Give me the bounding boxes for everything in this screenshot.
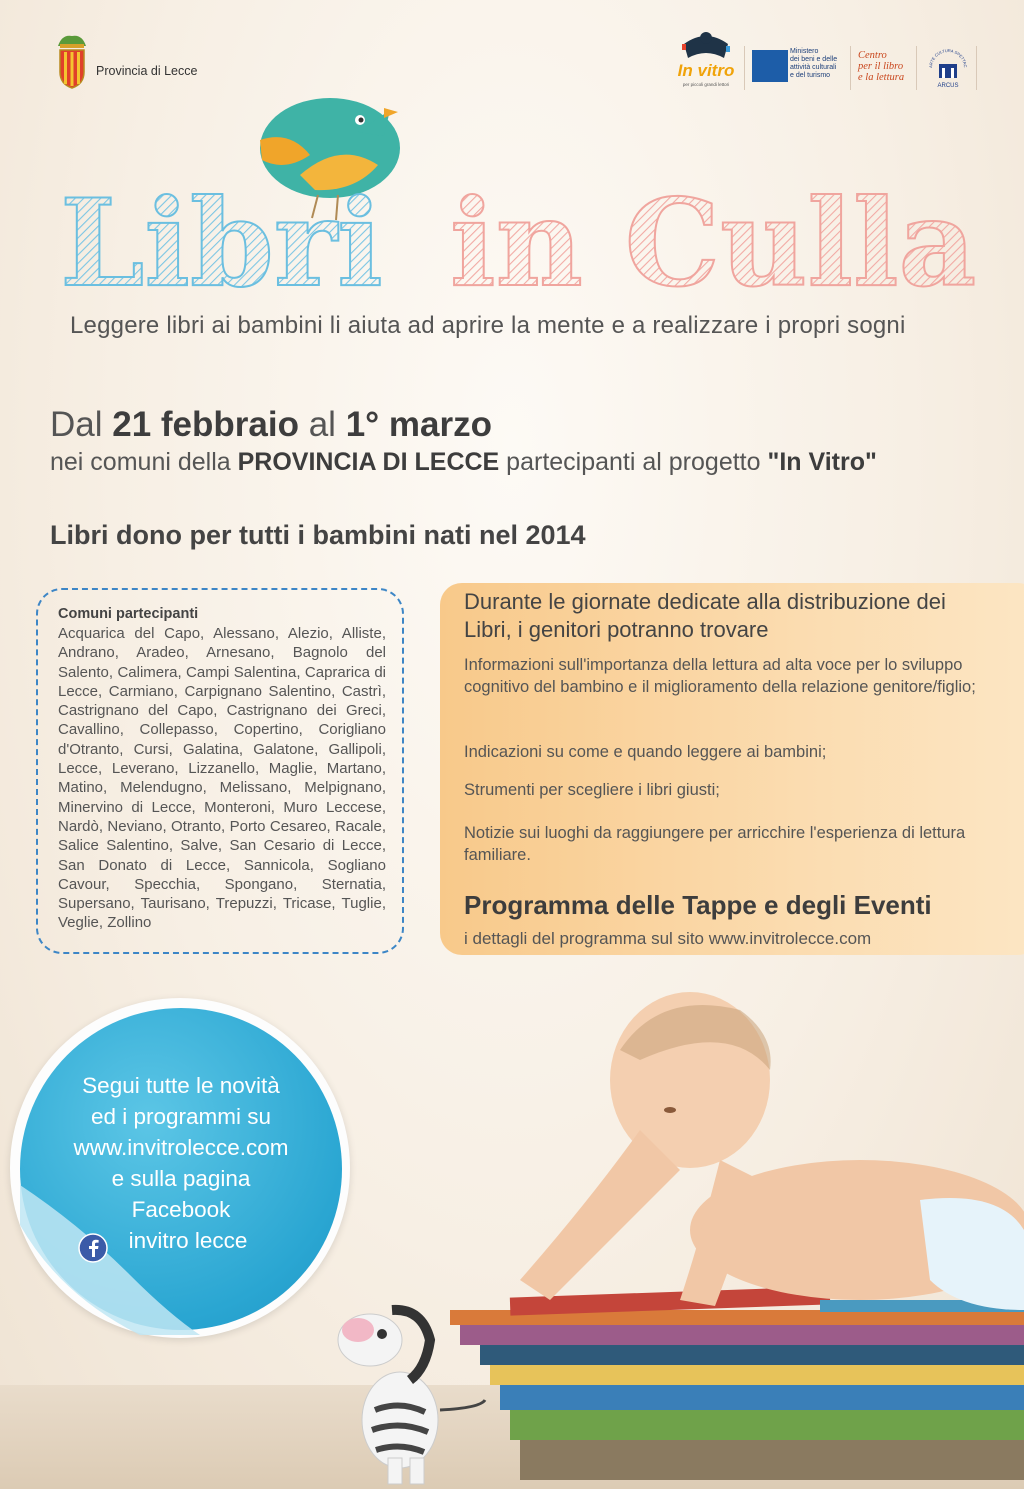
dates-mid: al xyxy=(298,405,346,444)
info-title: Durante le giornate dedicate alla distribuzione dei Libri, i genitori potranno trovare xyxy=(464,589,946,642)
ministry-line: e del turismo xyxy=(790,72,831,79)
baby-figure xyxy=(520,992,1024,1310)
facebook-icon[interactable] xyxy=(78,1233,108,1263)
province-bold: PROVINCIA DI LECCE xyxy=(237,448,500,476)
info-item: Notizie sui luoghi da raggiungere per arricchire l'esperienza di lettura familiare. xyxy=(464,824,966,864)
centro-line: e la lettura xyxy=(858,72,905,83)
comuni-title: Comuni partecipanti xyxy=(58,606,199,622)
project-name: "In Vitro" xyxy=(767,448,877,476)
invitro-tagline: per piccoli grandi lettori xyxy=(682,82,730,87)
centro-line: per il libro xyxy=(858,61,904,72)
date-from: 21 febbraio xyxy=(112,405,299,444)
title-part2: in Culla xyxy=(450,173,977,310)
arcus-arc-text: ARTE CULTURA SPETTAC xyxy=(927,47,969,69)
comuni-list: Acquarica del Capo, Alessano, Alezio, Alliste, Andrano, Aradeo, Arnesano, Bagnolo del Salento, Calimera, Campi Salentina, Caprarica di Lecce, Carmiano, Carpignano Salentino, Castrì, Castrignano del Capo, Castrignano dei Greci, Cavallino, Collepasso, Copertino, Corigliano d'Otranto, Cursi, Galatina, Galatone, Gallipoli, Lecce, Leverano, Lizzanello, Maglie, Martano, Matino, Melendugno, Melissano, Melpignano, Minervino di Lecce, Monteroni, Muro Leccese, Nardò, Neviano, Otranto, Porto Cesareo, Racale, Salice Salentino, Salve, San Cesario di Lecce, San Donato di Lecce, Sannicola, Sogliano Cavour, Specchia, Spongano, Sternatia, Supersano, Taurisano, Trepuzzi, Tricase, Tuglie, Veglie, Zollino xyxy=(58,625,386,932)
dates-line xyxy=(50,405,492,445)
title-artwork xyxy=(40,80,1020,310)
bubble-website-link[interactable]: www.invitrolecce.com xyxy=(73,1135,289,1160)
program-link[interactable]: i dettagli del programma sul sito www.invitrolecce.com xyxy=(464,929,872,948)
bubble-line: ed i programmi su xyxy=(90,1104,272,1129)
info-item: Informazioni sull'importanza della lettura ad alta voce per lo sviluppo cognitivo del bambino e il miglioramento della relazione genitore/figlio; xyxy=(464,656,976,696)
ministry-line: attività culturali xyxy=(790,64,837,71)
ministry-name xyxy=(790,48,846,80)
info-item: Indicazioni su come e quando leggere ai bambini; xyxy=(464,743,827,761)
baby-on-books-illustration xyxy=(440,980,1024,1489)
book-stack xyxy=(450,1286,1024,1480)
invitro-brand: In vitro xyxy=(677,61,735,80)
facebook-page-link[interactable]: invitro lecce xyxy=(128,1228,248,1253)
gift-line: Libri dono per tutti i bambini nati nel 2014 xyxy=(50,520,586,550)
bubble-line: e sulla pagina xyxy=(111,1166,251,1191)
province-name: Provincia di Lecce xyxy=(96,64,198,78)
centro-libro-logo xyxy=(858,50,904,83)
towns-mid: partecipanti al progetto xyxy=(499,448,768,476)
bubble-line: Segui tutte le novità xyxy=(82,1073,280,1098)
info-item: Strumenti per scegliere i libri giusti; xyxy=(464,781,720,799)
ministry-line: dei beni e delle xyxy=(790,56,838,63)
zebra-toy-illustration xyxy=(330,1290,500,1489)
title-part1: Libri xyxy=(60,173,383,310)
ministry-line: Ministero xyxy=(790,48,819,55)
centro-line: Centro xyxy=(858,50,887,61)
date-to: 1° marzo xyxy=(345,405,492,444)
comuni-box xyxy=(36,588,404,954)
bubble-line: Facebook xyxy=(131,1197,231,1222)
program-title: Programma delle Tappe e degli Eventi xyxy=(464,890,932,920)
ministry-mark-icon xyxy=(752,50,788,82)
towns-prefix: nei comuni della xyxy=(50,448,238,476)
subtitle: Leggere libri ai bambini li aiuta ad aprire la mente e a realizzare i propri sogni xyxy=(70,312,906,339)
dates-prefix: Dal xyxy=(50,405,113,444)
towns-line xyxy=(50,448,877,477)
arcus-name: ARCUS xyxy=(937,83,959,89)
